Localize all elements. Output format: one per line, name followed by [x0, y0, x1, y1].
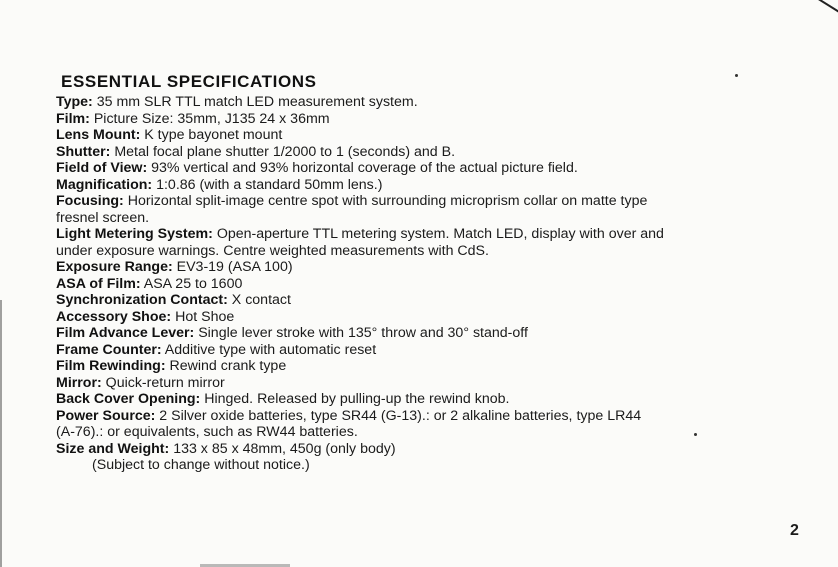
spec-value-continuation: (A-76).: or equivalents, such as RW44 batteries.: [56, 424, 358, 440]
spec-value: X contact: [227, 292, 291, 308]
spec-label: Back Cover Opening:: [56, 391, 201, 407]
spec-value-continuation: fresnel screen.: [56, 209, 150, 226]
spec-row: [56, 325, 776, 342]
spec-label: Film:: [56, 110, 90, 127]
page-title: ESSENTIAL SPECIFICATIONS: [61, 72, 317, 91]
spec-row: [56, 111, 776, 128]
spec-value: 1:0.86 (with a standard 50mm lens.): [152, 176, 383, 193]
spec-label: Lens Mount:: [56, 127, 141, 143]
spec-value: Open-aperture TTL metering system. Match LED, display with over and: [212, 226, 664, 242]
spec-value: 133 x 85 x 48mm, 450g (only body): [169, 440, 396, 457]
spec-label: Synchronization Contact:: [56, 292, 228, 308]
spec-value: 35 mm SLR TTL match LED measurement system.: [92, 94, 418, 110]
specifications-list: [56, 94, 776, 474]
spec-label: Field of View:: [56, 160, 148, 176]
spec-value: Metal focal plane shutter 1/2000 to 1 (seconds) and B.: [110, 143, 456, 160]
spec-row: [56, 309, 776, 326]
spec-row: [56, 358, 776, 375]
spec-value: Horizontal split-image centre spot with surrounding microprism collar on matte type: [123, 193, 648, 209]
spec-value: 93% vertical and 93% horizontal coverage of the actual picture field.: [147, 160, 578, 176]
spec-label: Film Advance Lever:: [56, 325, 195, 341]
subject-to-change-note: (Subject to change without notice.): [92, 457, 310, 473]
spec-label: Power Source:: [56, 407, 156, 424]
spec-row: [56, 193, 776, 226]
spec-label: Film Rewinding:: [56, 358, 166, 374]
spec-value: Rewind crank type: [165, 358, 287, 374]
spec-row: [56, 177, 776, 194]
spec-row: [56, 226, 776, 259]
spec-label: Focusing:: [56, 193, 124, 209]
spec-label: ASA of Film:: [56, 275, 141, 292]
spec-value: EV3-19 (ASA 100): [172, 259, 293, 275]
spec-value: Picture Size: 35mm, J135 24 x 36mm: [89, 110, 330, 127]
spec-label: Shutter:: [56, 143, 111, 160]
spec-value-continuation: under exposure warnings. Centre weighted measurements with CdS.: [56, 242, 489, 259]
spec-value: Additive type with automatic reset: [161, 341, 377, 358]
spec-row: [56, 276, 776, 293]
spec-value: Single lever stroke with 135° throw and 30° stand-off: [194, 325, 528, 341]
dust-speck: [735, 74, 738, 77]
spec-value: Quick-return mirror: [101, 374, 225, 391]
spec-value: K type bayonet mount: [140, 127, 283, 143]
spec-row: [56, 391, 776, 408]
spec-row: [56, 375, 776, 392]
spec-row: [56, 292, 776, 309]
spec-label: Frame Counter:: [56, 341, 162, 358]
spec-label: Accessory Shoe:: [56, 308, 172, 325]
spec-value: ASA 25 to 1600: [140, 275, 243, 292]
spec-row: [56, 127, 776, 144]
spec-label: Exposure Range:: [56, 259, 173, 275]
spec-value: Hot Shoe: [171, 308, 235, 325]
spec-row: [56, 144, 776, 161]
spec-row: [56, 408, 776, 441]
spec-label: Type:: [56, 94, 93, 110]
spec-label: Size and Weight:: [56, 440, 170, 457]
corner-scan-mark: [791, 0, 838, 16]
spec-row: [56, 441, 776, 458]
spec-label: Mirror:: [56, 374, 102, 391]
spec-label: Light Metering System:: [56, 226, 213, 242]
spec-label: Magnification:: [56, 176, 153, 193]
spec-value: 2 Silver oxide batteries, type SR44 (G-13).: or 2 alkaline batteries, type LR44: [155, 407, 642, 424]
page-number: 2: [790, 522, 799, 539]
spec-value: Hinged. Released by pulling-up the rewind knob.: [200, 391, 510, 407]
spec-row: [56, 160, 776, 177]
spec-row: [56, 259, 776, 276]
page-edge-shadow: [0, 300, 2, 567]
spec-row: [56, 342, 776, 359]
spec-row: [56, 94, 776, 111]
